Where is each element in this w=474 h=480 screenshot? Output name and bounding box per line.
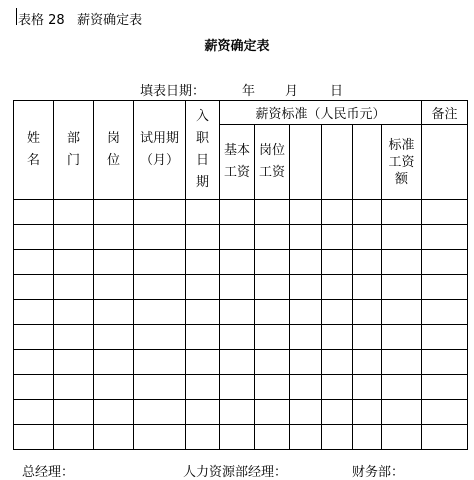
salary-table <box>13 100 468 450</box>
table-cell[interactable] <box>353 400 382 425</box>
table-row <box>14 375 468 400</box>
table-cell[interactable] <box>382 225 422 250</box>
table-cell[interactable] <box>290 350 322 375</box>
header-salary-standard: 薪资标准（人民币元） <box>220 101 422 125</box>
table-cell[interactable] <box>220 350 255 375</box>
table-cell[interactable] <box>255 200 290 225</box>
table-cell[interactable] <box>134 425 186 450</box>
table-cell[interactable] <box>186 425 220 450</box>
header-blank-3 <box>353 125 382 200</box>
table-cell[interactable] <box>353 250 382 275</box>
header-name: 姓 名 <box>14 101 54 200</box>
table-row <box>14 200 468 225</box>
table-row <box>14 275 468 300</box>
table-cell[interactable] <box>422 275 468 300</box>
table-cell[interactable] <box>54 375 94 400</box>
table-cell[interactable] <box>290 200 322 225</box>
table-cell[interactable] <box>186 300 220 325</box>
table-cell[interactable] <box>255 350 290 375</box>
table-cell[interactable] <box>422 225 468 250</box>
table-cell[interactable] <box>382 350 422 375</box>
table-cell[interactable] <box>290 325 322 350</box>
table-cell[interactable] <box>220 250 255 275</box>
table-cell[interactable] <box>14 200 54 225</box>
fill-date-day: 日 <box>330 84 344 99</box>
table-cell[interactable] <box>94 275 134 300</box>
table-cell[interactable] <box>322 300 353 325</box>
table-cell[interactable] <box>186 325 220 350</box>
table-cell[interactable] <box>186 350 220 375</box>
table-cell[interactable] <box>54 350 94 375</box>
table-cell[interactable] <box>322 425 353 450</box>
signoff-hr-manager: 人力资源部经理： <box>183 465 288 480</box>
table-cell[interactable] <box>94 425 134 450</box>
table-cell[interactable] <box>134 400 186 425</box>
table-cell[interactable] <box>422 400 468 425</box>
table-cell[interactable] <box>14 375 54 400</box>
table-cell[interactable] <box>14 425 54 450</box>
table-cell[interactable] <box>290 250 322 275</box>
table-cell[interactable] <box>94 325 134 350</box>
fill-date-month: 月 <box>285 84 299 99</box>
table-cell[interactable] <box>14 325 54 350</box>
table-cell[interactable] <box>382 425 422 450</box>
table-cell[interactable] <box>290 225 322 250</box>
header-blank-1 <box>290 125 322 200</box>
table-cell[interactable] <box>290 425 322 450</box>
table-cell[interactable] <box>353 325 382 350</box>
table-cell[interactable] <box>94 350 134 375</box>
table-cell[interactable] <box>255 400 290 425</box>
table-row <box>14 325 468 350</box>
table-cell[interactable] <box>422 300 468 325</box>
table-cell[interactable] <box>94 225 134 250</box>
table-cell[interactable] <box>186 275 220 300</box>
table-cell[interactable] <box>290 300 322 325</box>
table-cell[interactable] <box>220 200 255 225</box>
table-cell[interactable] <box>134 225 186 250</box>
table-cell[interactable] <box>322 400 353 425</box>
table-cell[interactable] <box>353 225 382 250</box>
table-cell[interactable] <box>255 325 290 350</box>
table-cell[interactable] <box>290 275 322 300</box>
table-cell[interactable] <box>94 375 134 400</box>
table-cell[interactable] <box>14 350 54 375</box>
header-base-salary: 基本 工资 <box>220 125 255 200</box>
fill-date-label: 填表日期： <box>140 84 206 99</box>
header-remarks: 备注 <box>422 101 468 125</box>
table-cell[interactable] <box>220 400 255 425</box>
table-cell[interactable] <box>322 325 353 350</box>
table-cell[interactable] <box>134 300 186 325</box>
table-cell[interactable] <box>54 225 94 250</box>
table-cell[interactable] <box>14 225 54 250</box>
table-cell[interactable] <box>382 300 422 325</box>
table-cell[interactable] <box>382 375 422 400</box>
header-probation: 试用期 （月） <box>134 101 186 200</box>
table-cell[interactable] <box>353 200 382 225</box>
table-cell[interactable] <box>382 200 422 225</box>
table-cell[interactable] <box>220 275 255 300</box>
table-cell[interactable] <box>255 275 290 300</box>
header-blank-2 <box>322 125 353 200</box>
header-standard-salary: 标准 工资 额 <box>382 125 422 200</box>
table-cell[interactable] <box>54 425 94 450</box>
table-cell[interactable] <box>255 300 290 325</box>
table-cell[interactable] <box>14 400 54 425</box>
table-cell[interactable] <box>14 250 54 275</box>
table-cell[interactable] <box>186 225 220 250</box>
fill-date-year: 年 <box>242 84 256 99</box>
table-cell[interactable] <box>422 425 468 450</box>
table-cell[interactable] <box>94 200 134 225</box>
table-cell[interactable] <box>14 275 54 300</box>
table-cell[interactable] <box>220 375 255 400</box>
table-cell[interactable] <box>353 350 382 375</box>
table-cell[interactable] <box>134 200 186 225</box>
header-position-salary: 岗位 工资 <box>255 125 290 200</box>
table-cell[interactable] <box>322 350 353 375</box>
page-title: 薪资确定表 <box>204 39 270 54</box>
table-cell[interactable] <box>382 325 422 350</box>
table-cell[interactable] <box>322 250 353 275</box>
table-cell[interactable] <box>186 375 220 400</box>
table-cell[interactable] <box>94 400 134 425</box>
table-cell[interactable] <box>134 250 186 275</box>
table-body <box>14 200 468 450</box>
table-cell[interactable] <box>422 350 468 375</box>
table-cell[interactable] <box>322 200 353 225</box>
table-cell[interactable] <box>186 200 220 225</box>
table-cell[interactable] <box>422 375 468 400</box>
table-caption: 表格 28 薪资确定表 <box>18 13 143 28</box>
table-cell[interactable] <box>322 375 353 400</box>
table-cell[interactable] <box>255 425 290 450</box>
table-cell[interactable] <box>382 400 422 425</box>
header-remarks-blank <box>422 125 468 200</box>
table-cell[interactable] <box>54 400 94 425</box>
table-cell[interactable] <box>134 375 186 400</box>
table-cell[interactable] <box>134 325 186 350</box>
table-cell[interactable] <box>186 400 220 425</box>
table-cell[interactable] <box>220 300 255 325</box>
table-cell[interactable] <box>290 400 322 425</box>
table-cell[interactable] <box>54 275 94 300</box>
table-row <box>14 400 468 425</box>
table-cell[interactable] <box>94 250 134 275</box>
table-cell[interactable] <box>220 325 255 350</box>
table-cell[interactable] <box>54 300 94 325</box>
table-cell[interactable] <box>220 225 255 250</box>
header-department: 部 门 <box>54 101 94 200</box>
signoff-general-manager: 总经理： <box>22 465 75 480</box>
table-cell[interactable] <box>290 375 322 400</box>
table-cell[interactable] <box>422 250 468 275</box>
table-cell[interactable] <box>322 225 353 250</box>
table-cell[interactable] <box>255 375 290 400</box>
table-cell[interactable] <box>134 275 186 300</box>
table-cell[interactable] <box>322 275 353 300</box>
table-cell[interactable] <box>382 250 422 275</box>
table-cell[interactable] <box>422 325 468 350</box>
table-row <box>14 225 468 250</box>
table-row <box>14 250 468 275</box>
table-cell[interactable] <box>255 250 290 275</box>
signoff-finance: 财务部： <box>352 465 405 480</box>
table-cell[interactable] <box>255 225 290 250</box>
table-cell[interactable] <box>353 275 382 300</box>
table-row <box>14 300 468 325</box>
table-cell[interactable] <box>54 200 94 225</box>
table-cell[interactable] <box>220 425 255 450</box>
table-cell[interactable] <box>382 275 422 300</box>
table-cell[interactable] <box>54 250 94 275</box>
header-position: 岗 位 <box>94 101 134 200</box>
table-row <box>14 350 468 375</box>
header-entry-date: 入 职 日 期 <box>186 101 220 200</box>
table-cell[interactable] <box>353 375 382 400</box>
table-cell[interactable] <box>186 250 220 275</box>
text-cursor <box>16 8 17 25</box>
table-cell[interactable] <box>422 200 468 225</box>
table-cell[interactable] <box>94 300 134 325</box>
table-cell[interactable] <box>54 325 94 350</box>
table-cell[interactable] <box>353 300 382 325</box>
table-cell[interactable] <box>134 350 186 375</box>
table-row <box>14 425 468 450</box>
table-cell[interactable] <box>14 300 54 325</box>
table-cell[interactable] <box>353 425 382 450</box>
